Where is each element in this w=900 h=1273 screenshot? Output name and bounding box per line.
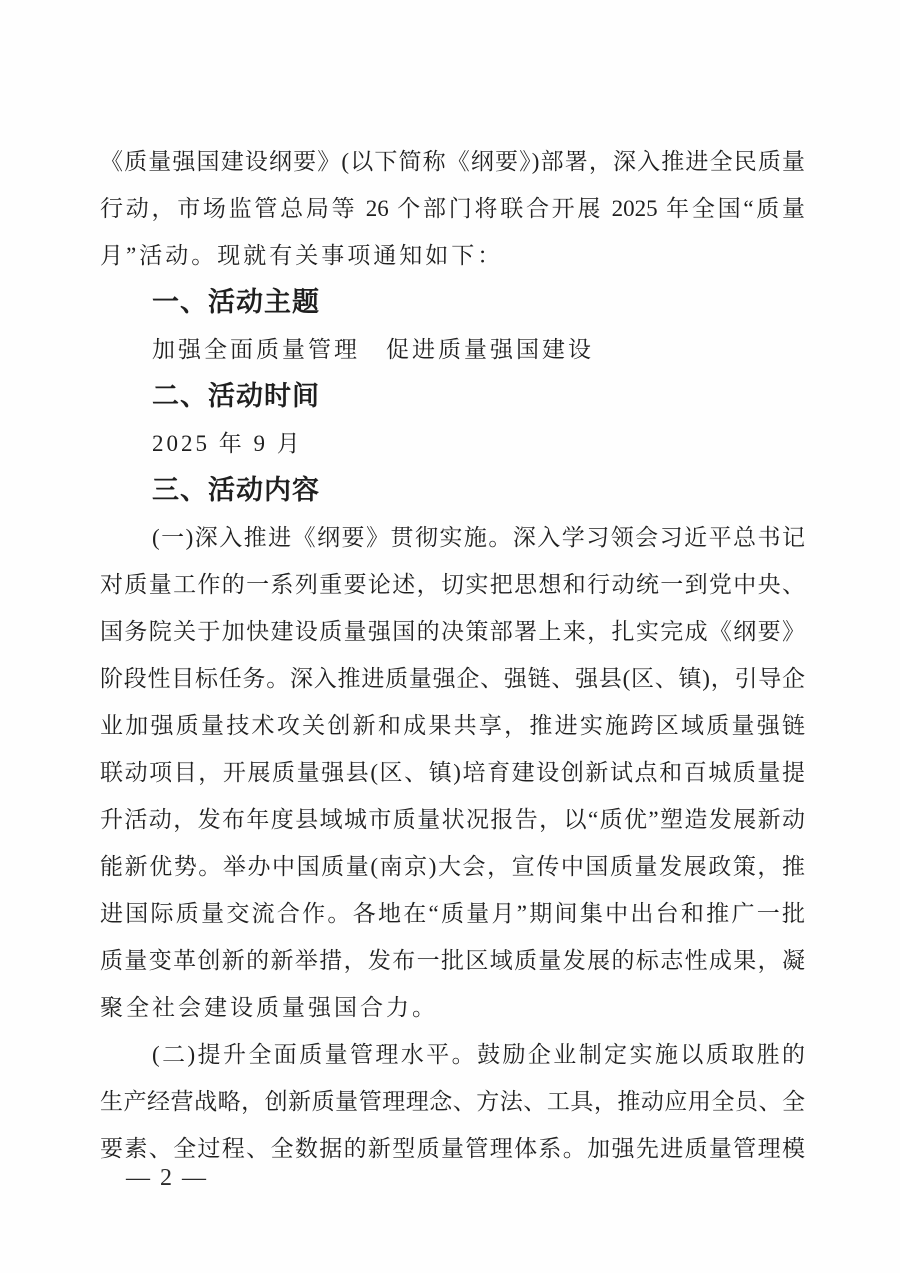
paragraph-1-line: 聚全社会建设质量强国合力。	[100, 995, 438, 1020]
document-body	[100, 138, 805, 1172]
intro-line-1: 《质量强国建设纲要》(以下简称《纲要》)部署，深入推进全民质量	[100, 149, 805, 174]
paragraph-1-line: 业加强质量技术攻关创新和成果共享，推进实施跨区域质量强链	[100, 713, 805, 738]
paragraph-1-line: 能新优势。举办中国质量(南京)大会，宣传中国质量发展政策，推	[100, 854, 805, 879]
paragraph-1-line: (一)深入推进《纲要》贯彻实施。深入学习领会习近平总书记	[152, 525, 805, 550]
section-3-heading: 三、活动内容	[152, 475, 320, 505]
paragraph-2-line: 生产经营战略，创新质量管理理念、方法、工具，推动应用全员、全	[100, 1089, 805, 1114]
paragraph-1-line: 联动项目，开展质量强县(区、镇)培育建设创新试点和百城质量提	[100, 760, 805, 785]
paragraph-2-line: 要素、全过程、全数据的新型质量管理体系。加强先进质量管理模	[100, 1136, 805, 1161]
page-number: — 2 —	[126, 1165, 208, 1191]
section-1-body-line: 加强全面质量管理 促进质量强国建设	[152, 337, 594, 362]
intro-line-2: 行动，市场监管总局等 26 个部门将联合开展 2025 年全国“质量	[100, 196, 805, 221]
section-2-body-line: 2025 年 9 月	[152, 431, 303, 456]
paragraph-1-line: 阶段性目标任务。深入推进质量强企、强链、强县(区、镇)，引导企	[100, 666, 805, 691]
paragraph-1-line: 升活动，发布年度县域城市质量状况报告，以“质优”塑造发展新动	[100, 807, 805, 832]
section-1-heading: 一、活动主题	[152, 287, 320, 317]
paragraph-1-line: 国务院关于加快建设质量强国的决策部署上来，扎实完成《纲要》	[100, 619, 805, 644]
paragraph-2-line: (二)提升全面质量管理水平。鼓励企业制定实施以质取胜的	[152, 1042, 805, 1067]
section-2-heading: 二、活动时间	[152, 381, 320, 411]
paragraph-1-line: 质量变革创新的新举措，发布一批区域质量发展的标志性成果，凝	[100, 948, 805, 973]
paragraph-1-line: 进国际质量交流合作。各地在“质量月”期间集中出台和推广一批	[100, 901, 805, 926]
paragraph-1-line: 对质量工作的一系列重要论述，切实把思想和行动统一到党中央、	[100, 572, 805, 597]
intro-line-3: 月”活动。现就有关事项通知如下：	[100, 243, 504, 268]
